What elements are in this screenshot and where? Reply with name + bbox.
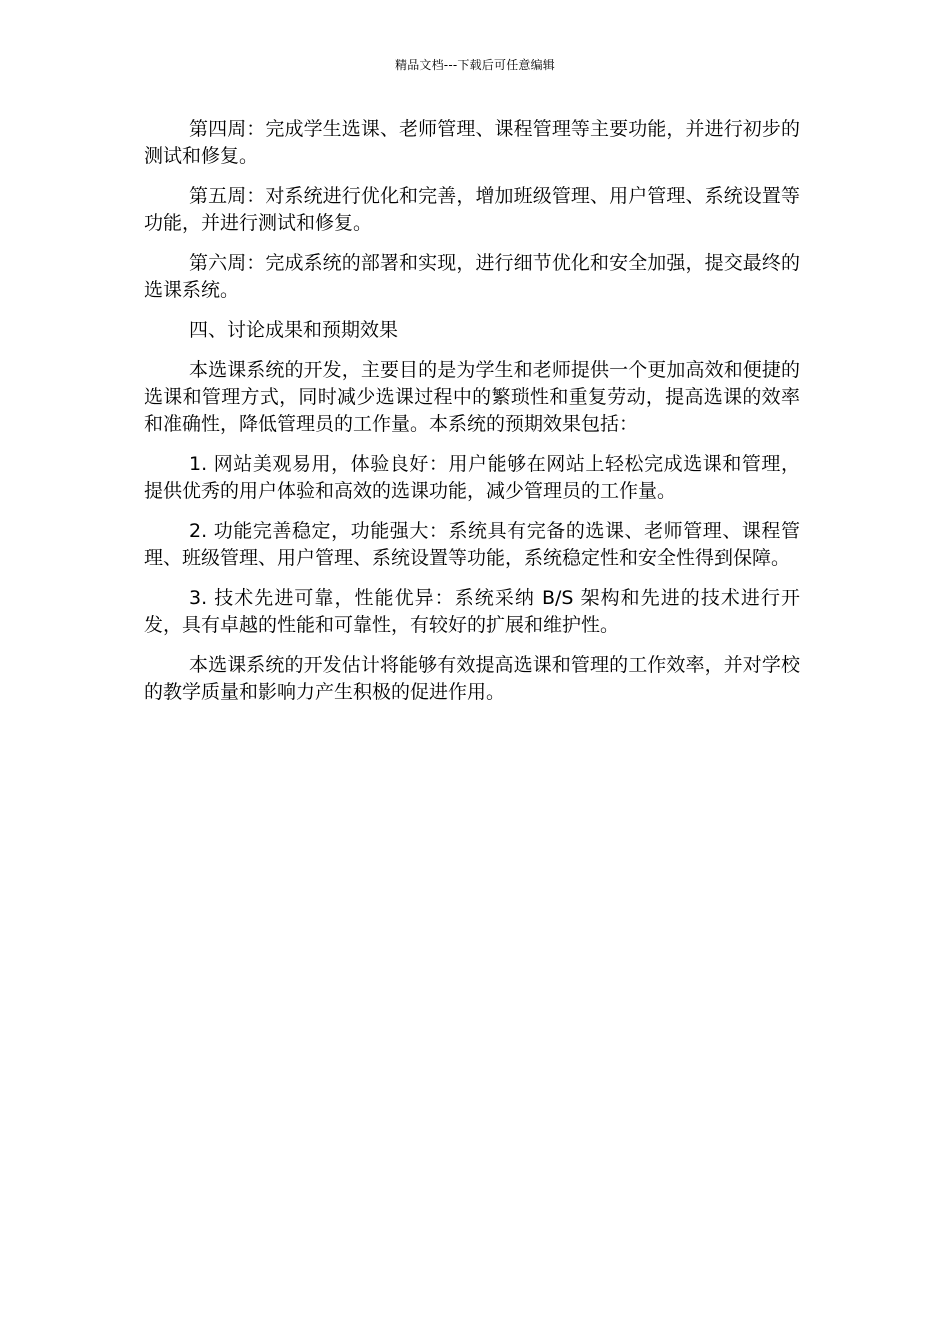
list-item-1: 1. 网站美观易用，体验良好：用户能够在网站上轻松完成选课和管理，提供优秀的用户体验和高效的选课功能，减少管理员的工作量。 bbox=[144, 453, 800, 502]
document-body bbox=[144, 116, 800, 719]
section-heading: 四、讨论成果和预期效果 bbox=[189, 319, 399, 341]
paragraph-week-4: 第四周：完成学生选课、老师管理、课程管理等主要功能，并进行初步的测试和修复。 bbox=[144, 118, 800, 167]
list-item-3: 3. 技术先进可靠，性能优异：系统采纳 B/S 架构和先进的技术进行开发，具有卓越的性能和可靠性，有较好的扩展和维护性。 bbox=[144, 587, 800, 636]
paragraph-intro: 本选课系统的开发，主要目的是为学生和老师提供一个更加高效和便捷的选课和管理方式，同时减少选课过程中的繁琐性和重复劳动，提高选课的效率和准确性，降低管理员的工作量。本系统的预期效果包括： bbox=[144, 359, 800, 435]
page-header: 精品文档---下载后可任意编辑 bbox=[395, 58, 555, 72]
paragraph-week-5: 第五周：对系统进行优化和完善，增加班级管理、用户管理、系统设置等功能，并进行测试和修复。 bbox=[144, 185, 800, 234]
paragraph-conclusion: 本选课系统的开发估计将能够有效提高选课和管理的工作效率，并对学校的教学质量和影响力产生积极的促进作用。 bbox=[144, 654, 800, 703]
list-item-2: 2. 功能完善稳定，功能强大：系统具有完备的选课、老师管理、课程管理、班级管理、用户管理、系统设置等功能，系统稳定性和安全性得到保障。 bbox=[144, 520, 800, 569]
paragraph-week-6: 第六周：完成系统的部署和实现，进行细节优化和安全加强，提交最终的选课系统。 bbox=[144, 252, 800, 301]
